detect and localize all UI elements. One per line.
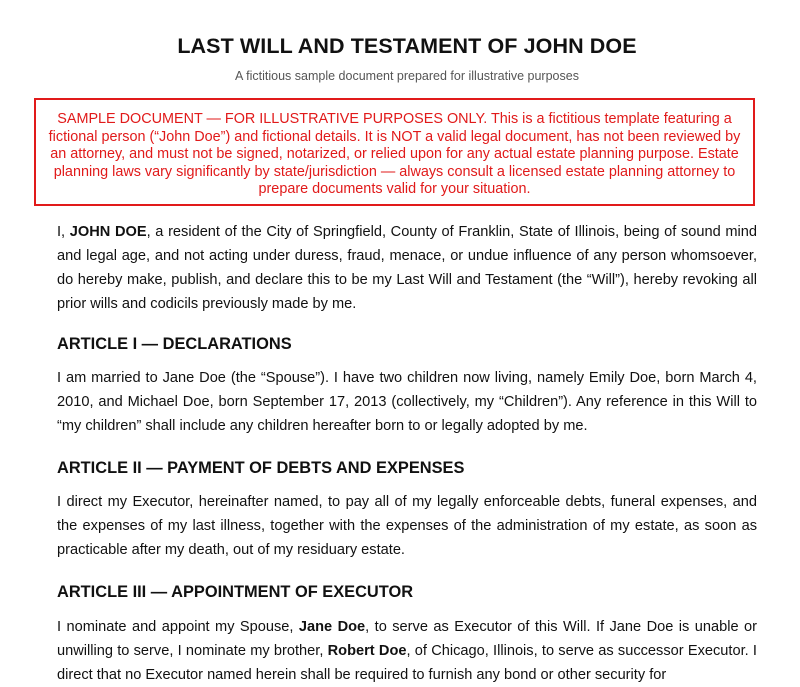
document-page [48,0,757,683]
executor-name: Jane Doe [298,619,366,635]
article-3-text-part-3: , of Chicago, Illinois, to serve as successor Executor. I direct that no Executor named herein shall be required to furnish any bond or other security for [57,643,757,683]
intro-text-rest: , a resident of the City of Springfield, County of Franklin, State of Illinois, being of sound mind and legal age, and not acting under duress, fraud, menace, or undue influence of any person whomsoever, do hereby make, publish, and declare this to be my Last Will and Testament (the “Will”), hereby revoking all prior wills and codicils previously made by me. [57,224,757,312]
testator-name: JOHN DOE [69,224,147,240]
successor-executor-name: Robert Doe [327,643,407,659]
document-title: LAST WILL AND TESTAMENT OF JOHN DOE [177,34,637,58]
article-1-text: I am married to Jane Doe (the “Spouse”). I have two children now living, namely Emily Doe, born March 4, 2010, and Michael Doe, born September 17, 2013 (collectively, my “Children”). Any reference in this Will to “my children” shall include any children hereafter born to or legally adopted by me. [57,370,757,434]
article-3-text-part-2: , to serve as Executor of this Will. If Jane Doe is unable or unwilling to serve, I nominate my brother, [57,619,757,659]
document-subtitle: A fictitious sample document prepared for illustrative purposes [235,69,579,83]
intro-text-start: I, [57,224,70,240]
article-3-text [57,615,757,687]
article-3-text-part-1: I nominate and appoint my Spouse, [57,619,299,635]
article-2-heading: ARTICLE II — PAYMENT OF DEBTS AND EXPENSES [57,459,465,477]
article-2-text: I direct my Executor, hereinafter named, to pay all of my legally enforceable debts, funeral expenses, and the expenses of my last illness, together with the expenses of the administration of my estate, as soon as practicable after my death, out of my residuary estate. [57,494,757,558]
intro-paragraph [57,220,757,316]
article-1-heading: ARTICLE I — DECLARATIONS [57,335,292,353]
disclaimer-box: SAMPLE DOCUMENT — FOR ILLUSTRATIVE PURPOSES ONLY. This is a fictitious template featuring a fictional person (“John Doe”) and fictional details. It is NOT a valid legal document, has not been reviewed by an attorney, and must not be signed, notarized, or relied upon for any actual estate planning purpose. Estate planning laws vary significantly by state/jurisdiction — always consult a licensed estate planning attorney to prepare documents valid for your situation. [34,98,755,206]
article-3-heading: ARTICLE III — APPOINTMENT OF EXECUTOR [57,583,414,601]
